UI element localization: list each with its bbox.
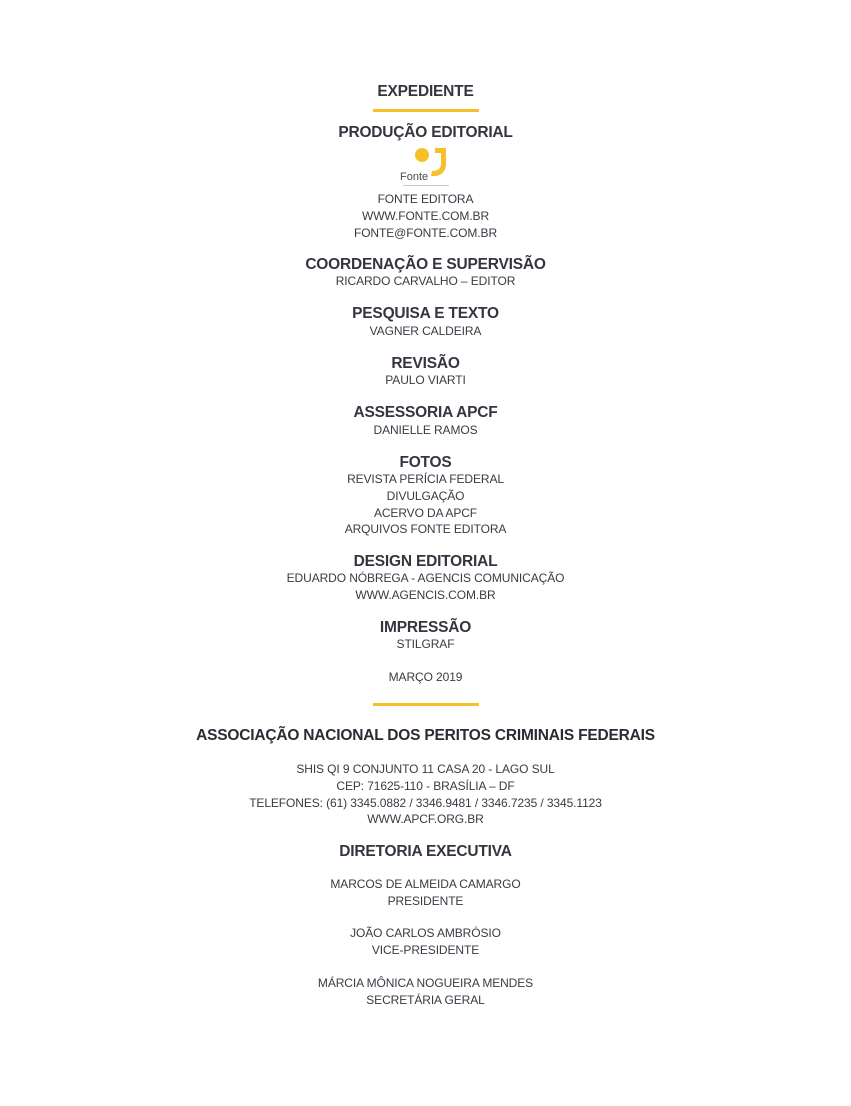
- pesquisa-line: VAGNER CALDEIRA: [369, 324, 482, 338]
- member-name: JOÃO CARLOS AMBRÓSIO: [350, 926, 501, 940]
- fotos-lines: [0, 471, 851, 538]
- associacao-line: SHIS QI 9 CONJUNTO 11 CASA 20 - LAGO SUL: [296, 762, 555, 776]
- fotos-title: FOTOS: [399, 454, 452, 471]
- impressao-line: STILGRAF: [396, 637, 455, 651]
- associacao-title: ASSOCIAÇÃO NACIONAL DOS PERITOS CRIMINAIS FEDERAIS: [196, 727, 655, 744]
- assessoria-title: ASSESSORIA APCF: [353, 404, 498, 421]
- diretoria-member: [0, 925, 851, 959]
- bottom-divider: [373, 703, 479, 706]
- member-role: PRESIDENTE: [387, 893, 464, 908]
- associacao-line: TELEFONES: (61) 3345.0882 / 3346.9481 / 3346.7235 / 3345.1123: [249, 795, 602, 810]
- producao-line: FONTE@FONTE.COM.BR: [353, 225, 498, 240]
- fonte-logo-text: Fonte: [400, 171, 429, 183]
- fonte-logo: [398, 145, 454, 187]
- fotos-line: ARQUIVOS FONTE EDITORA: [344, 522, 507, 537]
- revisao-lines: [0, 372, 851, 389]
- fotos-line: ACERVO DA APCF: [373, 505, 478, 520]
- impressao-lines: [0, 636, 851, 653]
- design-title: DESIGN EDITORIAL: [353, 553, 498, 570]
- member-name: MÁRCIA MÔNICA NOGUEIRA MENDES: [317, 976, 534, 990]
- member-name: MARCOS DE ALMEIDA CAMARGO: [330, 877, 521, 891]
- design-line: EDUARDO NÓBREGA - AGENCIS COMUNICAÇÃO: [286, 571, 565, 585]
- member-role: SECRETÁRIA GERAL: [366, 992, 485, 1007]
- revisao-line: PAULO VIARTI: [385, 373, 466, 387]
- top-divider: [373, 109, 479, 112]
- fotos-line: REVISTA PERÍCIA FEDERAL: [347, 472, 504, 486]
- edition-date: MARÇO 2019: [388, 670, 463, 684]
- producao-title: PRODUÇÃO EDITORIAL: [338, 124, 513, 141]
- coordenacao-lines: [0, 273, 851, 290]
- pesquisa-lines: [0, 323, 851, 340]
- diretoria-title: DIRETORIA EXECUTIVA: [339, 843, 512, 860]
- producao-line: WWW.FONTE.COM.BR: [361, 208, 490, 223]
- fotos-line: DIVULGAÇÃO: [386, 488, 465, 503]
- associacao-line: WWW.APCF.ORG.BR: [367, 812, 484, 827]
- associacao-lines: [0, 761, 851, 828]
- assessoria-line: DANIELLE RAMOS: [373, 423, 478, 437]
- expediente-title: EXPEDIENTE: [377, 83, 474, 100]
- diretoria-member: [0, 876, 851, 910]
- diretoria-member: [0, 975, 851, 1009]
- assessoria-lines: [0, 422, 851, 439]
- producao-line: FONTE EDITORA: [377, 192, 474, 206]
- producao-lines: [0, 191, 851, 241]
- design-line: WWW.AGENCIS.COM.BR: [355, 587, 496, 602]
- design-lines: [0, 570, 851, 604]
- associacao-line: CEP: 71625-110 - BRASÍLIA – DF: [336, 778, 515, 793]
- pesquisa-title: PESQUISA E TEXTO: [352, 305, 499, 322]
- member-role: VICE-PRESIDENTE: [371, 942, 480, 957]
- revisao-title: REVISÃO: [391, 355, 460, 372]
- impressao-title: IMPRESSÃO: [379, 619, 472, 636]
- coordenacao-line: RICARDO CARVALHO – EDITOR: [335, 274, 516, 288]
- coordenacao-title: COORDENAÇÃO E SUPERVISÃO: [305, 256, 546, 273]
